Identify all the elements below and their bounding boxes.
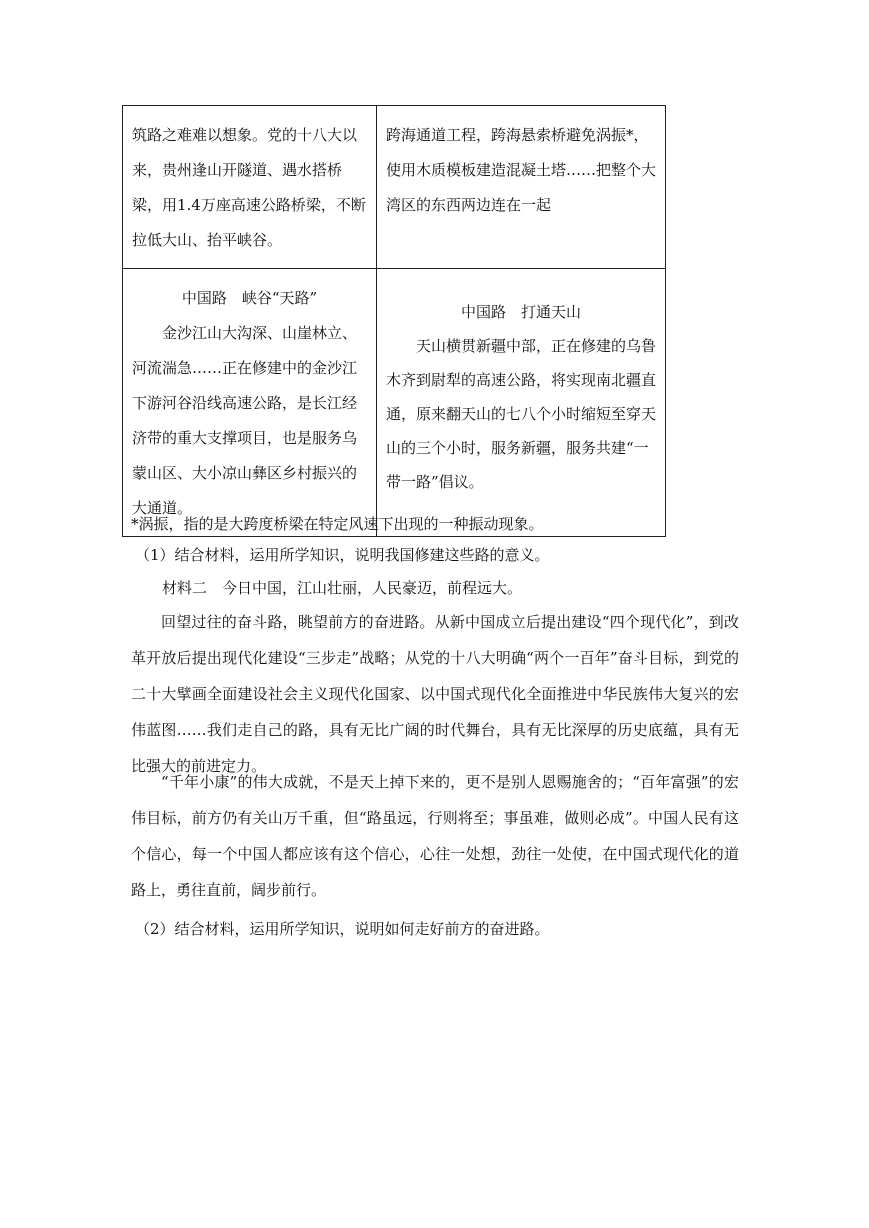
cell-sea-crossing: [377, 106, 666, 269]
cell-text: 天山横贯新疆中部，正在修建的乌鲁木齐到尉犁的高速公路，将实现南北疆直通，原来翻天山的七八个小时缩短至穿天山的三个小时，服务新疆，服务共建“一带一路”倡议。: [386, 337, 657, 491]
cell-tianshan-road: [377, 269, 666, 537]
cell-text: 金沙江山大沟深、山崖林立、河流湍急……正在修建中的金沙江下游河谷沿线高速公路，是长江经济带的重大支撑项目，也是服务乌蒙山区、大小凉山彝区乡村振兴的大通道。: [132, 324, 358, 517]
table-row: [123, 106, 666, 269]
cell-text: 筑路之难难以想象。党的十八大以来，贵州逢山开隧道、遇水搭桥梁，用1.4万座高速公路桥梁，不断拉低大山、抬平峡谷。: [132, 126, 366, 249]
paragraph-1: 回望过往的奋斗路，眺望前方的奋进路。从新中国成立后提出建设“四个现代化”，到改革开放后提出现代化建设“三步走”战略；从党的十八大明确“两个一百年”奋斗目标，到党的二十大擘画全面建设社会主义现代化国家、以中国式现代化全面推进中华民族伟大复兴的宏伟蓝图……我们走自己的路，具有无比广阔的时代舞台，具有无比深厚的历史底蕴，具有无比强大的前进定力。: [131, 613, 739, 775]
table-row: [123, 269, 666, 537]
cell-title: 中国路 打通天山: [460, 303, 581, 321]
question-1: （1）结合材料，运用所学知识，说明我国修建这些路的意义。: [135, 546, 550, 564]
cell-text: 跨海通道工程，跨海悬索桥避免涡振*，使用木质模板建造混凝土塔……把整个大湾区的东西两边连在一起: [386, 126, 657, 214]
materials-table: [122, 105, 666, 537]
cell-title: 中国路 峡谷“天路”: [181, 289, 318, 307]
cell-guizhou-bridges: [123, 106, 377, 269]
material-2-heading: 材料二 今日中国，江山壮丽，人民豪迈，前程远大。: [162, 579, 523, 597]
footnote: *涡振，指的是大跨度桥梁在特定风速下出现的一种振动现象。: [131, 515, 544, 533]
question-2: （2）结合材料，运用所学知识，说明如何走好前方的奋进路。: [135, 920, 550, 938]
paragraph-2: “千年小康”的伟大成就，不是天上掉下来的，更不是别人恩赐施舍的；“百年富强”的宏伟目标，前方仍有关山万千重，但“路虽远，行则将至；事虽难，做则必成”。中国人民有这个信心，每一个中国人都应该有这个信心，心往一处想，劲往一处使，在中国式现代化的道路上，勇往直前，阔步前行。: [131, 773, 739, 899]
cell-canyon-road: [123, 269, 377, 537]
